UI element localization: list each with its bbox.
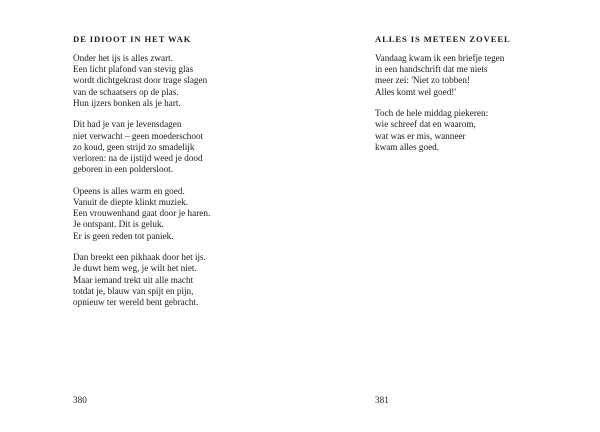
poem-line: Dit had je van je levensdagen	[73, 119, 182, 130]
poem-line: Onder het ijs is alles zwart.	[73, 53, 174, 63]
poem-line: wordt dichtgekrast door trage slagen	[73, 75, 208, 86]
poem-line: Alles komt wel goed!'	[375, 86, 457, 97]
poem-line: Opeens is alles warm en goed.	[73, 185, 185, 196]
poem-line: zo koud, geen strijd zo smadelijk	[73, 141, 195, 152]
poem-line: in een handschrift dat me niets	[375, 64, 488, 75]
poem-line: meer zei: 'Niet zo tobben!	[375, 75, 471, 86]
poem-line: van de schaatsers op de plas.	[73, 86, 179, 97]
poem-line: Je duwt hem weg, je wilt het niet.	[73, 263, 197, 274]
poem-line: Toch de hele middag piekeren:	[375, 108, 489, 119]
poem-line: niet verwacht – geen moederschoot	[73, 130, 204, 141]
poem-line: Er is geen reden tot paniek.	[73, 230, 174, 241]
stanza	[73, 186, 210, 242]
poem-line: totdat je, blauw van spijt en pijn,	[73, 285, 194, 296]
poem-line: opnieuw ter wereld bent gebracht.	[73, 297, 199, 308]
stanza	[375, 53, 504, 98]
stanza	[73, 252, 210, 308]
poem-line: wie schreef dat en waarom,	[375, 119, 476, 130]
poem-title: ALLES IS METEEN ZOVEEL	[375, 34, 511, 44]
right-page	[300, 0, 600, 432]
poem-line: wat was er mis, wanneer	[375, 130, 466, 141]
stanza	[375, 108, 504, 153]
page-number: 381	[375, 395, 389, 405]
poem-body	[73, 53, 210, 319]
poem-line: kwam alles goed.	[375, 141, 440, 152]
poem-line: geboren in een poldersloot.	[73, 164, 174, 175]
stanza	[73, 119, 210, 175]
poem-line: Een vrouwenhand gaat door je haren.	[73, 208, 211, 219]
poem-line: Je ontspant. Dit is geluk.	[73, 219, 164, 230]
poem-title: DE IDIOOT IN HET WAK	[73, 34, 192, 44]
poem-line: Vandaag kwam ik een briefje tegen	[375, 53, 505, 63]
stanza	[73, 53, 210, 109]
poem-line: Vanuit de diepte klinkt muziek.	[73, 197, 189, 208]
page-number: 380	[73, 395, 87, 405]
poem-line: Maar iemand trekt uit alle macht	[73, 274, 194, 285]
poem-body	[375, 53, 504, 163]
poem-line: Hun ijzers bonken als je hart.	[73, 97, 181, 108]
poem-line: Een licht plafond van stevig glas	[73, 64, 194, 75]
poem-line: Dan breekt een pikhaak door het ijs.	[73, 252, 206, 263]
poem-line: verloren: na de ijstijd weed je dood	[73, 153, 203, 164]
